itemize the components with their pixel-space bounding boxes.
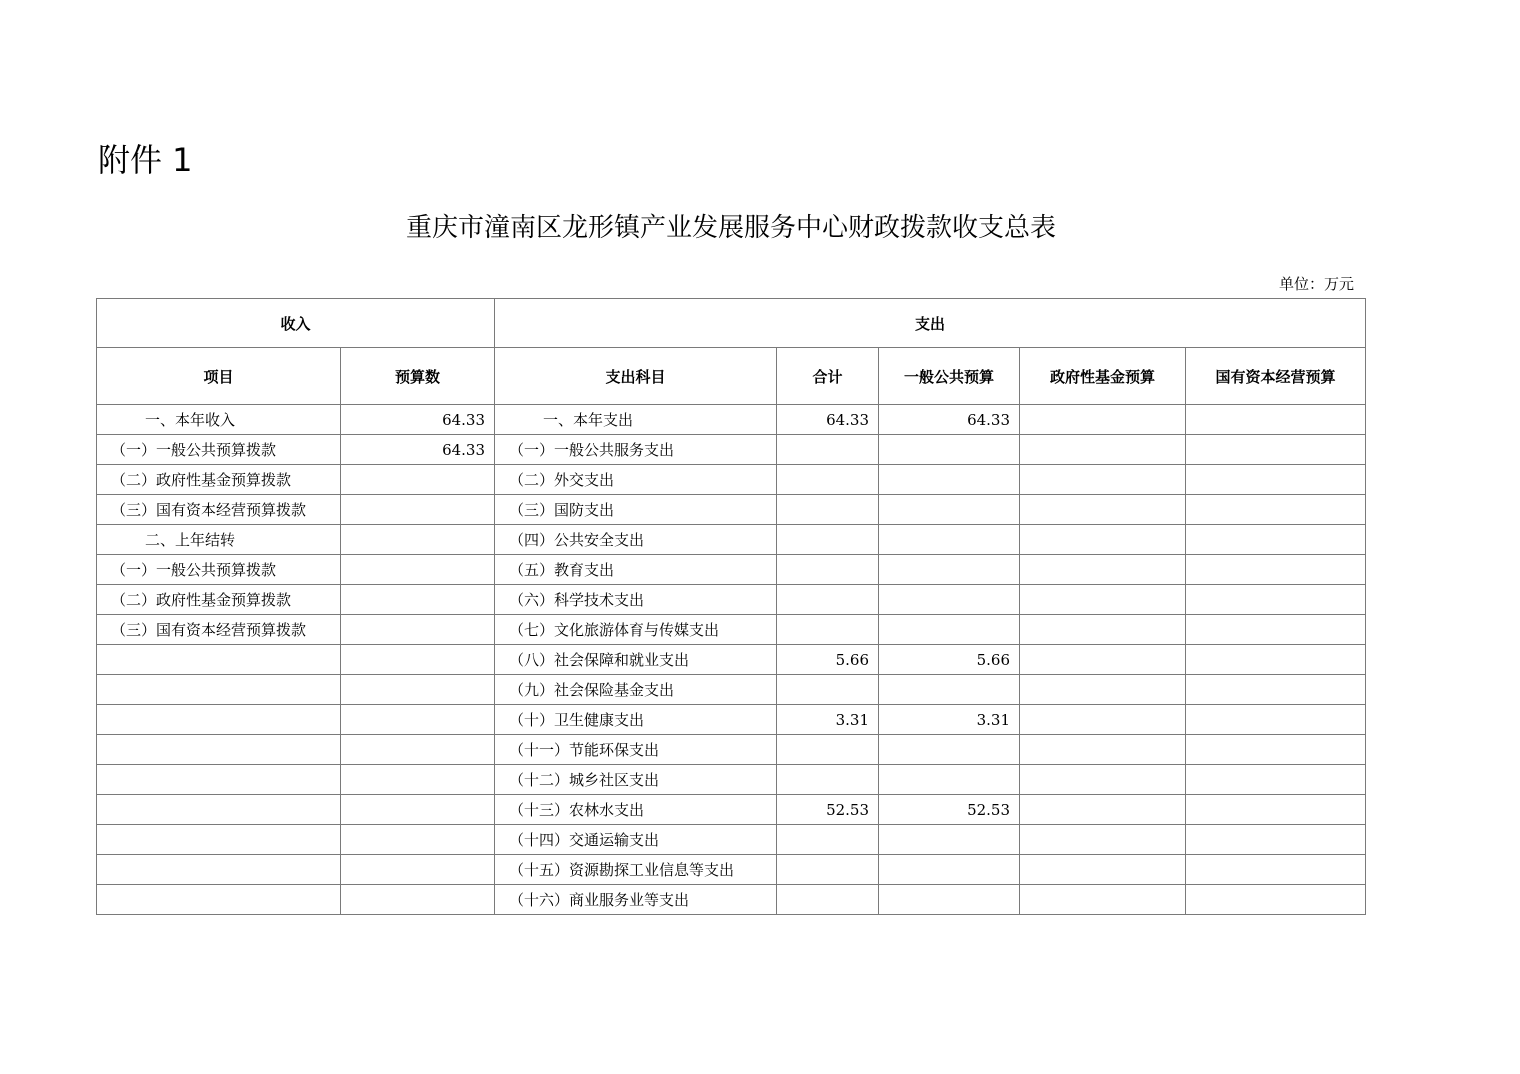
cell-gov-fund-budget: [1020, 675, 1186, 705]
group-header-row: [97, 299, 1366, 348]
cell-budget: [341, 525, 495, 555]
cell-item: [97, 825, 341, 855]
cell-total: [777, 435, 879, 465]
cell-general-budget: [879, 885, 1020, 915]
cell-state-capital-budget: [1186, 585, 1366, 615]
attachment-label: 附件 1: [98, 141, 193, 179]
cell-total: [777, 525, 879, 555]
cell-total: [777, 495, 879, 525]
cell-item: [97, 855, 341, 885]
cell-expense-item: （七）文化旅游体育与传媒支出: [495, 615, 777, 645]
cell-general-budget: [879, 555, 1020, 585]
cell-total: [777, 855, 879, 885]
cell-budget: [341, 735, 495, 765]
col-header-gov-fund-budget: 政府性基金预算: [1020, 348, 1186, 405]
cell-general-budget: [879, 465, 1020, 495]
cell-budget: [341, 585, 495, 615]
cell-gov-fund-budget: [1020, 555, 1186, 585]
cell-state-capital-budget: [1186, 405, 1366, 435]
cell-expense-item: （十五）资源勘探工业信息等支出: [495, 855, 777, 885]
cell-general-budget: [879, 825, 1020, 855]
cell-gov-fund-budget: [1020, 645, 1186, 675]
cell-expense-item: （十二）城乡社区支出: [495, 765, 777, 795]
cell-expense-item: （六）科学技术支出: [495, 585, 777, 615]
cell-expense-item: 一、本年支出: [495, 405, 777, 435]
cell-expense-item: （十三）农林水支出: [495, 795, 777, 825]
cell-gov-fund-budget: [1020, 735, 1186, 765]
cell-total: [777, 735, 879, 765]
cell-gov-fund-budget: [1020, 585, 1186, 615]
col-header-general-budget: 一般公共预算: [879, 348, 1020, 405]
cell-general-budget: [879, 615, 1020, 645]
cell-budget: [341, 675, 495, 705]
table-row: [97, 405, 1366, 435]
cell-general-budget: 3.31: [879, 705, 1020, 735]
cell-state-capital-budget: [1186, 795, 1366, 825]
cell-item: [97, 645, 341, 675]
cell-total: [777, 675, 879, 705]
cell-total: 52.53: [777, 795, 879, 825]
budget-summary-table: [96, 298, 1366, 915]
cell-expense-item: （十四）交通运输支出: [495, 825, 777, 855]
cell-item: [97, 705, 341, 735]
cell-item: （二）政府性基金预算拨款: [97, 465, 341, 495]
cell-gov-fund-budget: [1020, 495, 1186, 525]
cell-total: [777, 765, 879, 795]
cell-general-budget: [879, 675, 1020, 705]
cell-item: [97, 675, 341, 705]
cell-item: （三）国有资本经营预算拨款: [97, 495, 341, 525]
cell-total: [777, 615, 879, 645]
expense-group-header: 支出: [495, 299, 1366, 348]
cell-general-budget: 5.66: [879, 645, 1020, 675]
table-row: [97, 465, 1366, 495]
cell-general-budget: [879, 585, 1020, 615]
cell-expense-item: （三）国防支出: [495, 495, 777, 525]
cell-budget: [341, 795, 495, 825]
cell-item: （二）政府性基金预算拨款: [97, 585, 341, 615]
cell-state-capital-budget: [1186, 675, 1366, 705]
table-row: [97, 885, 1366, 915]
cell-state-capital-budget: [1186, 645, 1366, 675]
cell-item: （三）国有资本经营预算拨款: [97, 615, 341, 645]
cell-gov-fund-budget: [1020, 435, 1186, 465]
table-row: [97, 435, 1366, 465]
unit-label: 单位：万元: [1278, 275, 1354, 293]
cell-item: [97, 765, 341, 795]
cell-general-budget: [879, 525, 1020, 555]
cell-state-capital-budget: [1186, 495, 1366, 525]
column-header-row: [97, 348, 1366, 405]
cell-expense-item: （四）公共安全支出: [495, 525, 777, 555]
cell-state-capital-budget: [1186, 765, 1366, 795]
table-row: [97, 795, 1366, 825]
table-row: [97, 855, 1366, 885]
cell-general-budget: 64.33: [879, 405, 1020, 435]
cell-state-capital-budget: [1186, 885, 1366, 915]
table-row: [97, 615, 1366, 645]
table-row: [97, 675, 1366, 705]
cell-item: [97, 735, 341, 765]
cell-expense-item: （九）社会保险基金支出: [495, 675, 777, 705]
cell-gov-fund-budget: [1020, 795, 1186, 825]
table-row: [97, 585, 1366, 615]
cell-gov-fund-budget: [1020, 525, 1186, 555]
cell-general-budget: 52.53: [879, 795, 1020, 825]
cell-item: （一）一般公共预算拨款: [97, 435, 341, 465]
table-row: [97, 555, 1366, 585]
cell-general-budget: [879, 855, 1020, 885]
cell-state-capital-budget: [1186, 435, 1366, 465]
cell-gov-fund-budget: [1020, 465, 1186, 495]
cell-gov-fund-budget: [1020, 705, 1186, 735]
income-group-header: 收入: [97, 299, 495, 348]
cell-expense-item: （十一）节能环保支出: [495, 735, 777, 765]
cell-budget: [341, 465, 495, 495]
cell-state-capital-budget: [1186, 855, 1366, 885]
cell-state-capital-budget: [1186, 615, 1366, 645]
cell-expense-item: （一）一般公共服务支出: [495, 435, 777, 465]
cell-gov-fund-budget: [1020, 885, 1186, 915]
cell-item: [97, 795, 341, 825]
cell-budget: [341, 765, 495, 795]
cell-state-capital-budget: [1186, 555, 1366, 585]
cell-total: [777, 465, 879, 495]
cell-item: 一、本年收入: [97, 405, 341, 435]
page-title: 重庆市潼南区龙形镇产业发展服务中心财政拨款收支总表: [405, 213, 1056, 243]
cell-budget: [341, 705, 495, 735]
cell-expense-item: （十）卫生健康支出: [495, 705, 777, 735]
cell-budget: [341, 495, 495, 525]
cell-expense-item: （二）外交支出: [495, 465, 777, 495]
cell-budget: [341, 645, 495, 675]
cell-total: [777, 555, 879, 585]
cell-total: 3.31: [777, 705, 879, 735]
cell-state-capital-budget: [1186, 525, 1366, 555]
cell-total: [777, 585, 879, 615]
table-row: [97, 825, 1366, 855]
cell-item: 二、上年结转: [97, 525, 341, 555]
cell-item: [97, 885, 341, 915]
col-header-state-capital-budget: 国有资本经营预算: [1186, 348, 1366, 405]
cell-total: [777, 885, 879, 915]
table-row: [97, 645, 1366, 675]
cell-expense-item: （八）社会保障和就业支出: [495, 645, 777, 675]
cell-budget: [341, 855, 495, 885]
cell-budget: [341, 615, 495, 645]
cell-state-capital-budget: [1186, 705, 1366, 735]
cell-general-budget: [879, 735, 1020, 765]
cell-budget: [341, 825, 495, 855]
cell-budget: [341, 555, 495, 585]
cell-general-budget: [879, 495, 1020, 525]
cell-gov-fund-budget: [1020, 615, 1186, 645]
cell-gov-fund-budget: [1020, 405, 1186, 435]
col-header-item: 项目: [97, 348, 341, 405]
cell-general-budget: [879, 435, 1020, 465]
cell-total: 64.33: [777, 405, 879, 435]
table-row: [97, 525, 1366, 555]
cell-state-capital-budget: [1186, 465, 1366, 495]
table-row: [97, 735, 1366, 765]
cell-state-capital-budget: [1186, 825, 1366, 855]
table-row: [97, 765, 1366, 795]
cell-budget: 64.33: [341, 435, 495, 465]
table-row: [97, 705, 1366, 735]
col-header-total: 合计: [777, 348, 879, 405]
cell-state-capital-budget: [1186, 735, 1366, 765]
cell-item: （一）一般公共预算拨款: [97, 555, 341, 585]
cell-gov-fund-budget: [1020, 765, 1186, 795]
cell-total: 5.66: [777, 645, 879, 675]
cell-gov-fund-budget: [1020, 825, 1186, 855]
cell-expense-item: （十六）商业服务业等支出: [495, 885, 777, 915]
cell-total: [777, 825, 879, 855]
cell-budget: [341, 885, 495, 915]
cell-budget: 64.33: [341, 405, 495, 435]
col-header-budget: 预算数: [341, 348, 495, 405]
cell-expense-item: （五）教育支出: [495, 555, 777, 585]
cell-general-budget: [879, 765, 1020, 795]
table-row: [97, 495, 1366, 525]
cell-gov-fund-budget: [1020, 855, 1186, 885]
col-header-expense-item: 支出科目: [495, 348, 777, 405]
